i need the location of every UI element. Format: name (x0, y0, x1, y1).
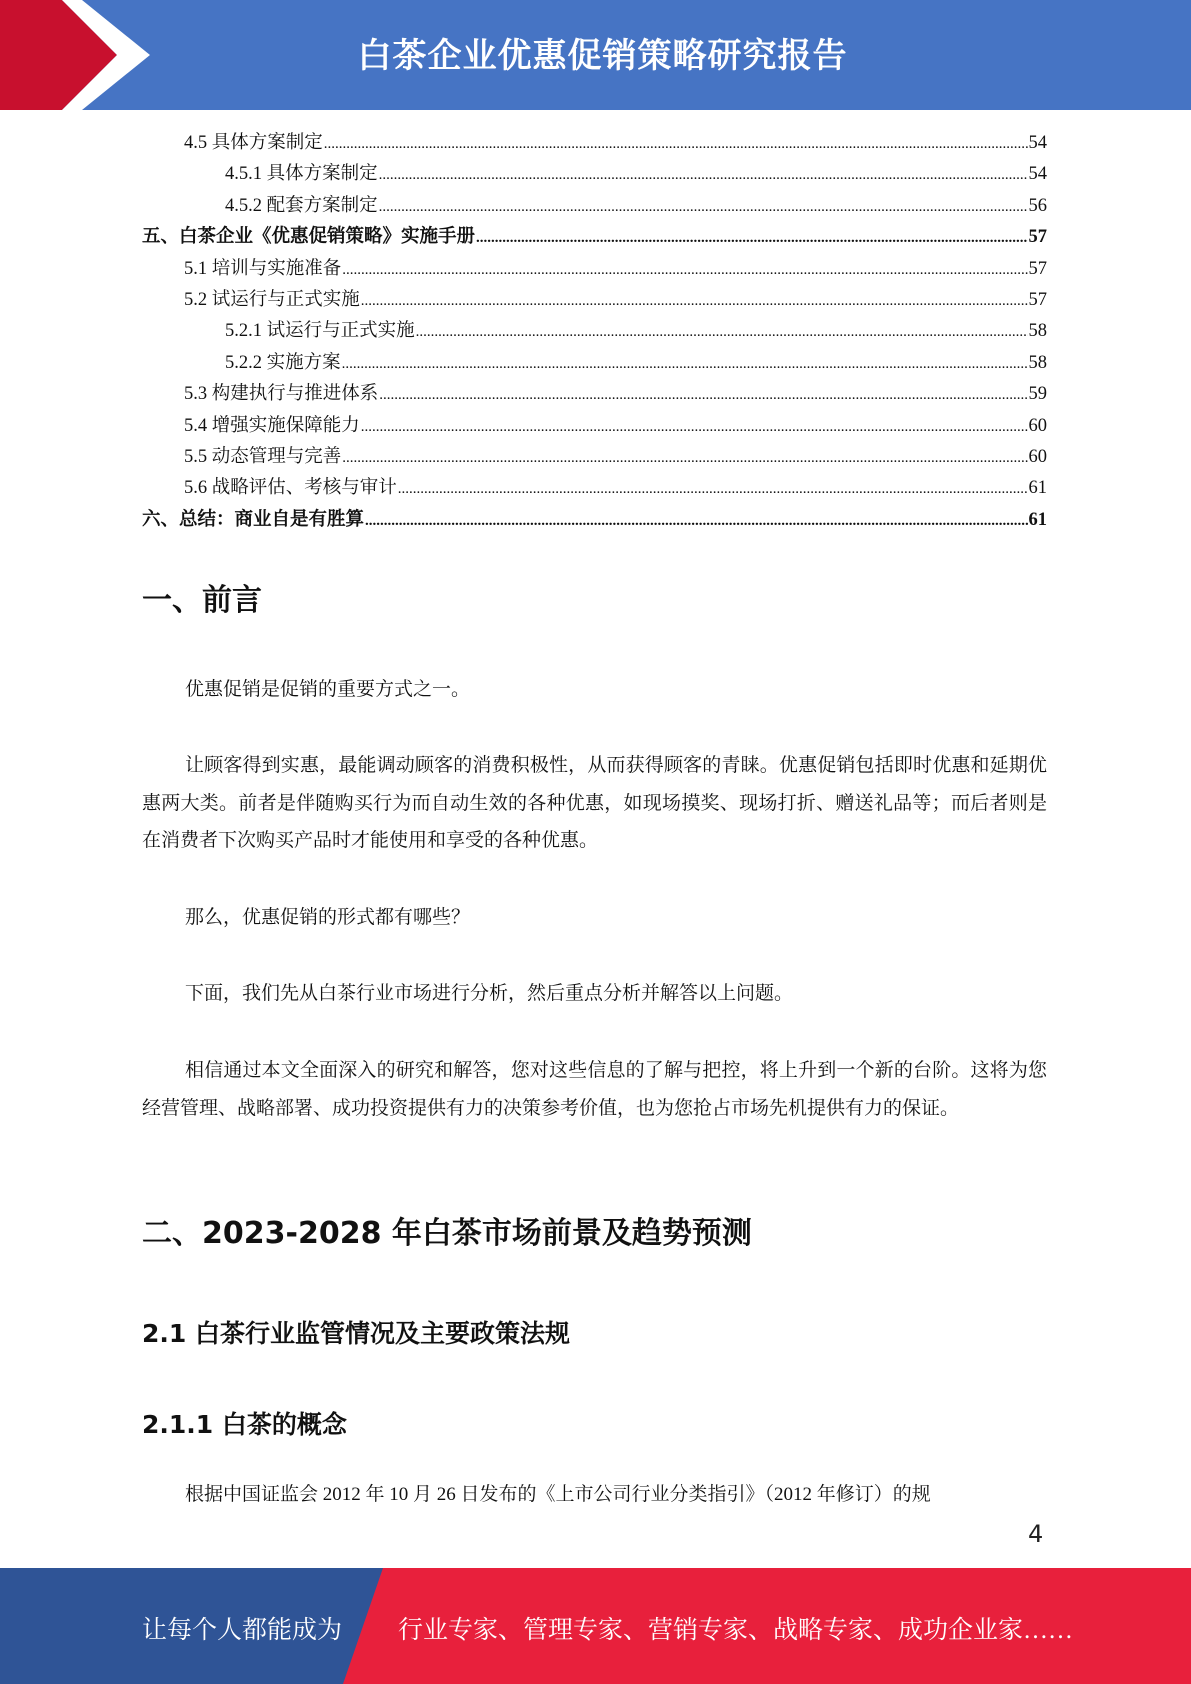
toc-entry-page: 57 (1028, 227, 1047, 248)
paragraph: 那么，优惠促销的形式都有哪些？ (185, 907, 471, 928)
toc-entry-label: 5.4 增强实施保障能力 (184, 415, 360, 436)
toc-entry-page: 61 (1028, 509, 1047, 530)
toc-entry-label: 5.2.2 实施方案 (225, 352, 341, 373)
toc-entry[interactable] (142, 159, 1047, 190)
paragraph: 根据中国证监会 2012 年 10 月 26 日发布的《上市公司行业分类指引》（2012 年修订）的规 (185, 1484, 931, 1505)
paragraph: 相信通过本文全面深入的研究和解答，您对这些信息的了解与把控，将上升到一个新的台阶。这将为您经营管理、战略部署、成功投资提供有力的决策参考价值，也为您抢占市场先机提供有力的保证。 (142, 1060, 1047, 1119)
toc-entry-label: 5.3 构建执行与推进体系 (184, 384, 379, 405)
toc-entry[interactable] (142, 442, 1047, 473)
toc-leader-dots (476, 227, 1027, 248)
footer-slogan-right: 行业专家、管理专家、营销专家、战略专家、成功企业家…… (398, 1617, 1074, 1644)
toc-entry-page: 60 (1028, 446, 1047, 467)
toc-leader-dots (324, 133, 1028, 154)
toc-entry-page: 59 (1028, 384, 1047, 405)
page-header (0, 0, 1191, 110)
toc-entry-label: 5.2.1 试运行与正式实施 (225, 321, 415, 342)
toc-entry-label: 4.5.1 具体方案制定 (225, 164, 378, 185)
toc-entry-label: 六、总结：商业自是有胜算 (142, 509, 365, 530)
toc-entry-label: 5.1 培训与实施准备 (184, 258, 342, 279)
toc-entry[interactable] (142, 222, 1047, 253)
toc-leader-dots (398, 478, 1028, 499)
toc-entry[interactable] (142, 285, 1047, 316)
toc-entry[interactable] (142, 191, 1047, 222)
toc-leader-dots (342, 447, 1027, 468)
toc-leader-dots (379, 384, 1027, 405)
table-of-contents (142, 128, 1047, 536)
toc-entry[interactable] (142, 411, 1047, 442)
toc-entry[interactable] (142, 505, 1047, 536)
toc-entry-label: 5.5 动态管理与完善 (184, 446, 342, 467)
toc-entry-label: 5.6 战略评估、考核与审计 (184, 478, 397, 499)
footer-slogan-left: 让每个人都能成为 (142, 1617, 343, 1644)
toc-entry-page: 54 (1028, 133, 1047, 153)
toc-entry-page: 57 (1028, 289, 1047, 310)
toc-leader-dots (342, 353, 1028, 374)
subsection-heading: 2.1 白茶行业监管情况及主要政策法规 (142, 1319, 570, 1348)
page-footer (0, 1568, 1191, 1684)
subsubsection-heading: 2.1.1 白茶的概念 (142, 1410, 347, 1439)
toc-leader-dots (361, 290, 1028, 311)
toc-entry[interactable] (142, 379, 1047, 410)
toc-entry-label: 4.5.2 配套方案制定 (225, 195, 378, 216)
toc-entry-page: 56 (1028, 195, 1047, 216)
toc-leader-dots (379, 196, 1028, 217)
toc-leader-dots (342, 259, 1027, 280)
paragraph: 优惠促销是促销的重要方式之一。 (185, 679, 471, 700)
toc-leader-dots (379, 164, 1028, 185)
toc-entry-page: 58 (1028, 321, 1047, 342)
toc-leader-dots (416, 321, 1028, 342)
toc-entry[interactable] (142, 128, 1047, 159)
toc-entry-label: 5.2 试运行与正式实施 (184, 289, 360, 310)
report-title: 白茶企业优惠促销策略研究报告 (357, 36, 848, 76)
toc-entry-label: 4.5 具体方案制定 (184, 133, 323, 153)
toc-entry-label: 五、白茶企业《优惠促销策略》实施手册 (142, 227, 476, 248)
toc-leader-dots (365, 510, 1027, 531)
toc-entry-page: 57 (1028, 258, 1047, 279)
toc-entry-page: 58 (1028, 352, 1047, 373)
toc-entry-page: 61 (1028, 478, 1047, 499)
toc-entry[interactable] (142, 348, 1047, 379)
section-heading-preface: 一、前言 (142, 583, 262, 618)
paragraph: 下面，我们先从白茶行业市场进行分析，然后重点分析并解答以上问题。 (185, 983, 794, 1004)
paragraph: 让顾客得到实惠，最能调动顾客的消费积极性，从而获得顾客的青睐。优惠促销包括即时优惠和延期优惠两大类。前者是伴随购买行为而自动生效的各种优惠，如现场摸奖、现场打折、赠送礼品等；而后者则是在消费者下次购买产品时才能使用和享受的各种优惠。 (142, 755, 1047, 851)
toc-entry-page: 54 (1028, 164, 1047, 185)
toc-leader-dots (361, 416, 1028, 437)
section-heading-market: 二、2023-2028 年白茶市场前景及趋势预测 (142, 1216, 752, 1251)
toc-entry[interactable] (142, 254, 1047, 285)
toc-entry[interactable] (142, 316, 1047, 347)
page-number: 4 (1028, 1520, 1044, 1548)
toc-entry[interactable] (142, 473, 1047, 504)
toc-entry-page: 60 (1028, 415, 1047, 436)
